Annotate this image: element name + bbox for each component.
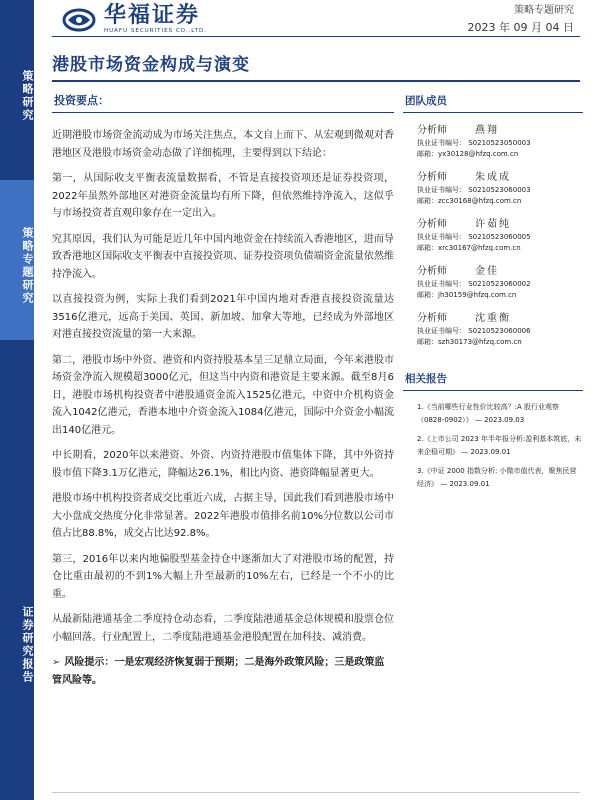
header-divider xyxy=(52,36,580,37)
analyst-email[interactable]: 邮箱：zcc30168@hfzq.com.cn xyxy=(417,197,522,205)
analyst-role: 分析师 xyxy=(417,172,447,183)
analyst-card xyxy=(417,170,583,207)
analyst-card xyxy=(417,264,583,301)
analyst-card xyxy=(417,217,583,254)
analyst-license: 执业证书编号： S0210523050003 xyxy=(417,139,531,147)
analyst-name: 许茹纯 xyxy=(475,219,511,230)
analyst-email[interactable]: 邮箱：jh30159@hfzq.com.cn xyxy=(417,291,517,299)
related-reports xyxy=(403,370,583,491)
paragraph: 第一，从国际收支平衡表流量数据看，不管是直接投资项还是证券投资项，2022年虽然外部地区对港资金流量均有所下降，但依然维持净流入，这似乎与市场投资者直观印象存在一定出入。 xyxy=(52,173,394,219)
analyst-name: 朱成成 xyxy=(475,172,511,183)
paragraph: 近期港股市场资金流动成为市场关注焦点，本文自上而下、从宏观到微观对香港地区及港股市场资金动态做了详细梳理，主要得到以下结论： xyxy=(52,130,394,159)
sidebar-label-topic: 策略专题研究 xyxy=(0,180,34,340)
risk-warning-text: 风险提示：一是宏观经济恢复弱于预期；二是海外政策风险；三是政策监管风险等。 xyxy=(52,657,385,686)
analyst-license: 执业证书编号： S0210523060003 xyxy=(417,186,531,194)
section-divider xyxy=(52,112,394,113)
analyst-license: 执业证书编号： S0210523060005 xyxy=(417,233,531,241)
analyst-role: 分析师 xyxy=(417,125,447,136)
main-content xyxy=(52,92,394,689)
analyst-card xyxy=(417,311,583,348)
analyst-role: 分析师 xyxy=(417,266,447,277)
paragraph: 究其原因，我们认为可能是近几年中国内地资金在持续流入香港地区，进而导致香港地区国际收支平衡表中直接投资项、证券投资项负债端资金流量依然维持净流入。 xyxy=(52,233,394,280)
logo-chinese-name: 华福证券 xyxy=(104,3,201,28)
paragraph: 第三，2016年以来内地偏股型基金持仓中逐渐加大了对港股市场的配置，持仓比重由最初的不到1%大幅上升至最新的10%左右，已经是一个不小的比重。 xyxy=(52,553,394,600)
side-divider xyxy=(403,390,583,391)
analyst-role: 分析师 xyxy=(417,219,447,230)
team-members-heading: 团队成员 xyxy=(405,95,447,107)
side-divider xyxy=(403,112,583,113)
paragraph: 以直接投资为例，实际上我们看到2021年中国内地对香港直接投资流量达3516亿港元，远高于美国、英国、新加坡、加拿大等地，已经成为外部地区对港直接投资流量的第一大来源。 xyxy=(52,294,394,340)
related-report-link[interactable]: 3.《中证 2000 指数分析: 小微市值代表，聚焦民营经济》 — 2023.09.01 xyxy=(417,467,577,488)
sidebar-label-report: 证券研究报告 xyxy=(0,340,34,800)
footer-divider xyxy=(52,792,580,793)
related-report-link[interactable]: 2.《上市公司 2023 年半年报分析:盈利基本筑底，未来企稳可期》 — 2023.09.01 xyxy=(417,435,582,456)
analyst-email[interactable]: 邮箱：yx30128@hfzq.com.cn xyxy=(417,150,519,158)
analyst-role: 分析师 xyxy=(417,313,447,324)
logo-mark-icon xyxy=(62,7,96,33)
paragraph: 港股市场中机构投资者成交比重近六成，占据主导，国此我们看到港股市场中大小盘成交热度分化非常显著。2022年港股市值排名前10%分位数以公司市值占比88.8%，成交占比达92.8%。 xyxy=(52,493,394,539)
paragraph: 第二，港股市场中外资、港资和内资持股基本呈三足鼎立局面，今年来港股市场资金净流入规模超3000亿元，但这当中内资和港资是主要来源。截至8月6日，港股市场机构投资者中港股通资金流入1525亿港元，中资中介机构资金流入1042亿港元，香港本地中介资金流入1084亿港元，国际中介资金小幅流出140亿港元。 xyxy=(52,354,394,436)
analyst-name: 沈重衡 xyxy=(475,313,511,324)
analyst-card xyxy=(417,123,583,160)
investment-highlights-heading: 投资要点： xyxy=(54,94,109,107)
report-category: 策略专题研究 xyxy=(514,5,574,16)
report-title: 港股市场资金构成与演变 xyxy=(52,55,250,75)
paragraph: 从最新陆港通基金二季度持仓动态看，二季度陆港通基金总体规模和股票仓位小幅回落。行业配置上，二季度陆港通基金港股配置在加科技、减消费。 xyxy=(52,614,394,643)
analyst-name: 金佳 xyxy=(475,266,499,277)
analyst-email[interactable]: 邮箱：xrc30167@hfzq.com.cn xyxy=(417,244,521,252)
report-date: 2023 年 09 月 04 日 xyxy=(467,21,574,34)
related-report-link[interactable]: 1.《当前哪些行业性价比较高？:A 股行业观察（0828-0902）》 — 2023.09.03 xyxy=(417,403,560,424)
analyst-license: 执业证书编号： S0210523060006 xyxy=(417,327,531,335)
title-divider xyxy=(52,80,580,82)
arrow-right-icon: ➢ xyxy=(52,657,61,668)
risk-warning xyxy=(52,654,394,689)
analyst-email[interactable]: 邮箱：szh30173@hfzq.com.cn xyxy=(417,338,522,346)
logo-english-name: HUAFU SECURITIES CO.,LTD. xyxy=(104,28,207,34)
company-logo xyxy=(62,4,207,35)
related-reports-heading: 相关报告 xyxy=(405,373,447,385)
header-meta xyxy=(468,4,574,36)
side-panel xyxy=(403,92,583,497)
analyst-license: 执业证书编号： S0210523060002 xyxy=(417,280,531,288)
sidebar-label-strategy: 策略研究 xyxy=(0,0,34,180)
paragraph: 中长期看，2020年以来港资、外资、内资持港股市值集体下降，其中外资持股市值下降3.1万亿港元，降幅达26.1%，相比内资、港资降幅显著更大。 xyxy=(52,450,394,479)
analyst-name: 燕翔 xyxy=(475,125,499,136)
